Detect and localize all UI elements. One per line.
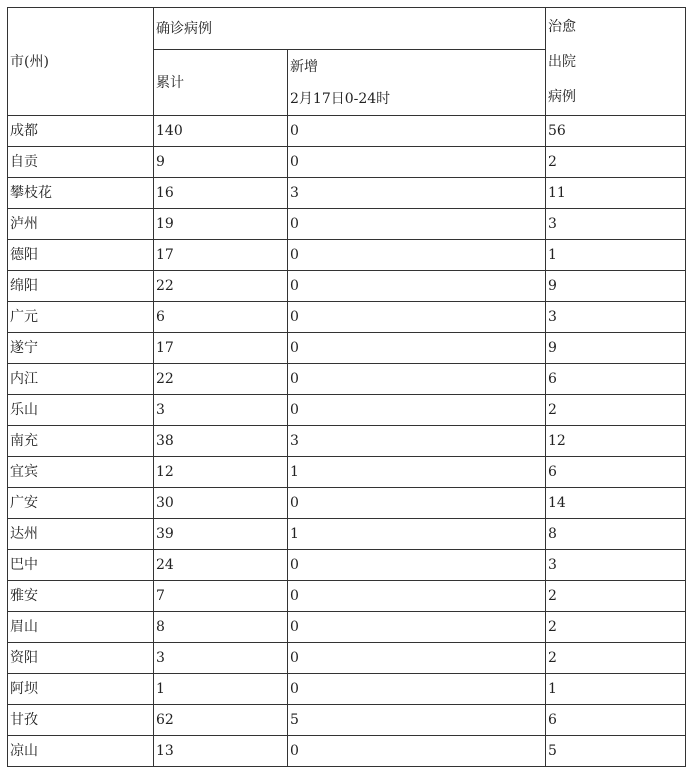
city-cell: 成都 (8, 116, 154, 147)
recovered-header-line3: 病例 (548, 89, 576, 105)
table-header (8, 8, 686, 116)
city-cell: 雅安 (8, 581, 154, 612)
header-row-1 (8, 8, 686, 50)
table-row (8, 209, 686, 240)
table-row (8, 705, 686, 736)
recovered-cell: 2 (546, 395, 686, 426)
table-row (8, 364, 686, 395)
recovered-cell: 6 (546, 457, 686, 488)
cumulative-cell: 13 (154, 736, 288, 767)
table-row (8, 178, 686, 209)
recovered-cell: 6 (546, 705, 686, 736)
recovered-cell: 14 (546, 488, 686, 519)
table-row (8, 581, 686, 612)
city-cell: 绵阳 (8, 271, 154, 302)
table-row (8, 457, 686, 488)
cumulative-cell: 9 (154, 147, 288, 178)
recovered-cell: 2 (546, 612, 686, 643)
cumulative-cell: 30 (154, 488, 288, 519)
table-row (8, 395, 686, 426)
new-cell: 0 (288, 209, 546, 240)
city-cell: 宜宾 (8, 457, 154, 488)
city-header: 市(州) (8, 8, 154, 116)
cumulative-cell: 1 (154, 674, 288, 705)
table-row (8, 116, 686, 147)
new-cell: 0 (288, 643, 546, 674)
table-row (8, 426, 686, 457)
recovered-cell: 9 (546, 333, 686, 364)
recovered-cell: 3 (546, 302, 686, 333)
recovered-cell: 56 (546, 116, 686, 147)
recovered-cell: 3 (546, 550, 686, 581)
cumulative-cell: 24 (154, 550, 288, 581)
cumulative-cell: 140 (154, 116, 288, 147)
recovered-cell: 11 (546, 178, 686, 209)
table-row (8, 550, 686, 581)
new-cell: 0 (288, 364, 546, 395)
new-cell: 0 (288, 240, 546, 271)
city-cell: 资阳 (8, 643, 154, 674)
new-cell: 0 (288, 116, 546, 147)
table-body (8, 116, 686, 767)
recovered-cell: 12 (546, 426, 686, 457)
table-row (8, 488, 686, 519)
city-cell: 乐山 (8, 395, 154, 426)
city-cell: 眉山 (8, 612, 154, 643)
recovered-cell: 8 (546, 519, 686, 550)
new-cell: 0 (288, 302, 546, 333)
new-cell: 1 (288, 519, 546, 550)
confirmed-header: 确诊病例 (154, 8, 546, 50)
table-row (8, 643, 686, 674)
new-cell: 3 (288, 426, 546, 457)
table-row (8, 519, 686, 550)
cumulative-cell: 7 (154, 581, 288, 612)
table-row (8, 333, 686, 364)
city-cell: 遂宁 (8, 333, 154, 364)
cumulative-cell: 17 (154, 333, 288, 364)
cumulative-cell: 8 (154, 612, 288, 643)
new-cell: 0 (288, 271, 546, 302)
recovered-header (546, 8, 686, 116)
recovered-cell: 5 (546, 736, 686, 767)
city-cell: 凉山 (8, 736, 154, 767)
cumulative-cell: 6 (154, 302, 288, 333)
recovered-cell: 2 (546, 147, 686, 178)
city-cell: 阿坝 (8, 674, 154, 705)
new-cell: 0 (288, 674, 546, 705)
recovered-cell: 1 (546, 240, 686, 271)
city-cell: 南充 (8, 426, 154, 457)
cumulative-cell: 12 (154, 457, 288, 488)
recovered-cell: 2 (546, 581, 686, 612)
city-cell: 广元 (8, 302, 154, 333)
table-row (8, 271, 686, 302)
new-cell: 0 (288, 147, 546, 178)
cumulative-cell: 16 (154, 178, 288, 209)
new-cell: 5 (288, 705, 546, 736)
new-cell: 0 (288, 612, 546, 643)
cases-table (7, 7, 686, 767)
cumulative-cell: 38 (154, 426, 288, 457)
city-cell: 泸州 (8, 209, 154, 240)
city-cell: 甘孜 (8, 705, 154, 736)
cumulative-cell: 3 (154, 395, 288, 426)
new-cell: 0 (288, 550, 546, 581)
cumulative-cell: 62 (154, 705, 288, 736)
city-cell: 广安 (8, 488, 154, 519)
new-cell: 0 (288, 395, 546, 426)
cumulative-cell: 39 (154, 519, 288, 550)
table-row (8, 240, 686, 271)
city-cell: 攀枝花 (8, 178, 154, 209)
city-cell: 达州 (8, 519, 154, 550)
city-cell: 自贡 (8, 147, 154, 178)
recovered-header-line1: 治愈 (548, 19, 576, 35)
table-wrapper (7, 7, 686, 767)
table-row (8, 736, 686, 767)
table-row (8, 302, 686, 333)
new-cell: 1 (288, 457, 546, 488)
recovered-header-line2: 出院 (548, 54, 576, 70)
recovered-cell: 6 (546, 364, 686, 395)
table-row (8, 612, 686, 643)
new-header-line1: 新增 (290, 58, 318, 75)
new-cell: 0 (288, 488, 546, 519)
city-cell: 巴中 (8, 550, 154, 581)
city-cell: 内江 (8, 364, 154, 395)
table-row (8, 674, 686, 705)
new-cell: 0 (288, 581, 546, 612)
recovered-cell: 9 (546, 271, 686, 302)
new-cell: 3 (288, 178, 546, 209)
cumulative-cell: 22 (154, 271, 288, 302)
new-header (288, 50, 546, 116)
new-cell: 0 (288, 736, 546, 767)
recovered-cell: 1 (546, 674, 686, 705)
city-cell: 德阳 (8, 240, 154, 271)
cumulative-cell: 3 (154, 643, 288, 674)
cumulative-cell: 22 (154, 364, 288, 395)
new-cell: 0 (288, 333, 546, 364)
recovered-cell: 2 (546, 643, 686, 674)
cumulative-cell: 17 (154, 240, 288, 271)
cumulative-cell: 19 (154, 209, 288, 240)
table-row (8, 147, 686, 178)
new-header-line2: 2月17日0-24时 (290, 90, 391, 107)
recovered-cell: 3 (546, 209, 686, 240)
cumulative-header: 累计 (154, 50, 288, 116)
